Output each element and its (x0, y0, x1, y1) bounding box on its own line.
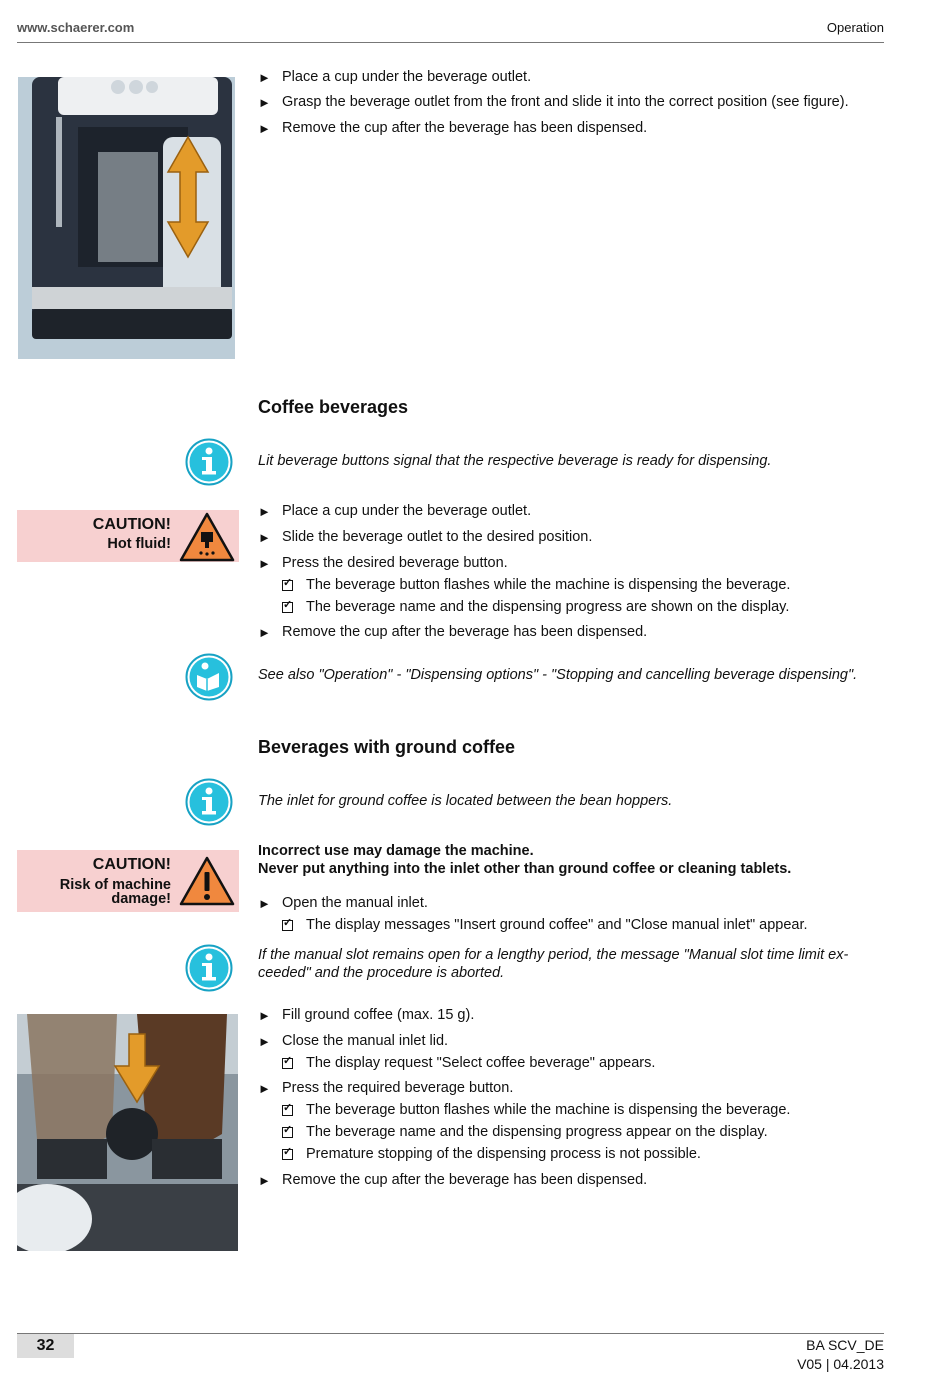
manual-reference-icon (185, 653, 233, 701)
caution-text: Hot fluid! (107, 536, 171, 552)
coffee-step-4: ► Remove the cup after the beverage has been dispensed. (258, 624, 647, 640)
caution-hot-fluid (17, 510, 239, 562)
coffee-step-2: ► Slide the beverage outlet to the desired position. (258, 529, 592, 545)
ground-check-2: The display request "Select coffee beverage" appears. ✓ (282, 1055, 655, 1071)
top-step-1: ► Place a cup under the beverage outlet. (258, 69, 531, 85)
machine-outlet-photo (18, 77, 235, 359)
exclamation-warning-icon (179, 856, 235, 908)
caution-machine-damage (17, 850, 239, 912)
ground-check-5: Premature stopping of the dispensing process is not possible. ✓ (282, 1146, 701, 1162)
ground-coffee-inlet-photo (17, 1014, 238, 1251)
caution-text-line2: damage! (111, 891, 171, 907)
ground-check-4: The beverage name and the dispensing progress appear on the display. ✓ (282, 1124, 768, 1140)
footer-rule (17, 1333, 884, 1334)
info-icon (185, 944, 233, 992)
coffee-step-3: ► Press the desired beverage button. (258, 555, 508, 571)
top-step-3: ► Remove the cup after the beverage has been dispensed. (258, 120, 647, 136)
info-icon (185, 778, 233, 826)
page-number: 32 (17, 1334, 74, 1358)
caution-text-line1: Risk of machine (59, 877, 171, 893)
caution-title: CAUTION! (92, 856, 171, 873)
see-also-text: See also "Operation" - "Dispensing options" - "Stopping and cancelling beverage dispensing". (258, 667, 858, 683)
website-url: www.schaerer.com (17, 20, 135, 35)
note-line-1: If the manual slot remains open for a lengthy period, the message "Manual slot time limit ex- (258, 947, 849, 963)
hot-fluid-warning-icon (179, 512, 235, 562)
note-line-2: ceeded" and the procedure is aborted. (258, 965, 505, 981)
caution-title: CAUTION! (92, 516, 171, 533)
coffee-check-1: The beverage button flashes while the machine is dispensing the beverage. ✓ (282, 577, 790, 593)
section-title: Operation (826, 20, 884, 35)
warning-line-2: Never put anything into the inlet other than ground coffee or cleaning tablets. (258, 861, 792, 877)
ground-check-1: The display messages "Insert ground coffee" and "Close manual inlet" appear. ✓ (282, 917, 808, 933)
heading-ground-coffee: Beverages with ground coffee (258, 737, 516, 757)
document-version: V05 | 04.2013 (797, 1356, 884, 1372)
info-icon (185, 438, 233, 486)
heading-coffee-beverages: Coffee beverages (258, 397, 409, 417)
ground-step-3: ► Close the manual inlet lid. (258, 1033, 448, 1049)
ground-step-1: ► Open the manual inlet. (258, 895, 428, 911)
header-rule (17, 42, 884, 43)
coffee-step-1: ► Place a cup under the beverage outlet. (258, 503, 531, 519)
info-text-lit-buttons: Lit beverage buttons signal that the respective beverage is ready for dispensing. (258, 453, 772, 469)
top-step-2: ► Grasp the beverage outlet from the front and slide it into the correct position (see figure). (258, 94, 849, 110)
document-code: BA SCV_DE (806, 1337, 884, 1353)
ground-step-2: ► Fill ground coffee (max. 15 g). (258, 1007, 474, 1023)
coffee-check-2: The beverage name and the dispensing progress are shown on the display. ✓ (282, 599, 789, 615)
ground-step-5: ► Remove the cup after the beverage has been dispensed. (258, 1172, 647, 1188)
ground-step-4: ► Press the required beverage button. (258, 1080, 513, 1096)
ground-check-3: The beverage button flashes while the machine is dispensing the beverage. ✓ (282, 1102, 790, 1118)
warning-line-1: Incorrect use may damage the machine. (258, 843, 534, 859)
info-text-inlet: The inlet for ground coffee is located between the bean hoppers. (258, 793, 673, 809)
